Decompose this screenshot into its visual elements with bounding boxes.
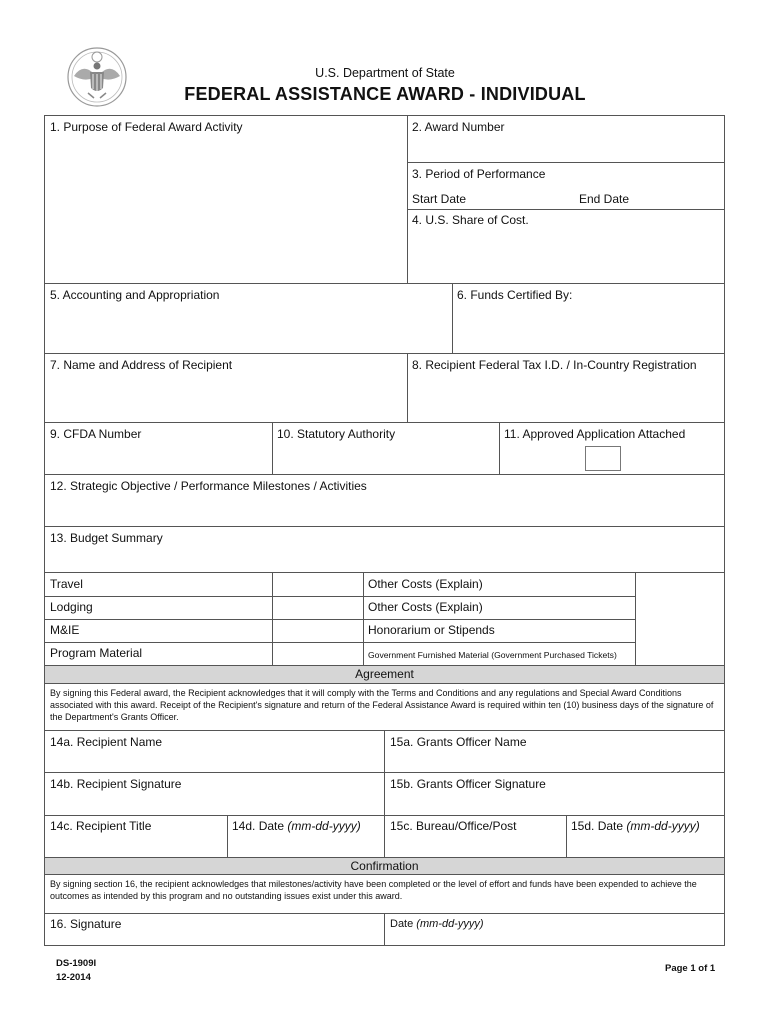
budget-other-costs-1-input[interactable] — [638, 574, 722, 594]
confirmation-text: By signing section 16, the recipient acknowledges that milestones/activity have been completed or the level of effort and funds have been expended to achieve the outcomes as intended by this program and no outstanding issues exist under this award. — [50, 879, 697, 901]
budget-gfm-input[interactable] — [638, 644, 722, 663]
agreement-heading: Agreement — [355, 667, 414, 681]
purpose-label: 1. Purpose of Federal Award Activity — [50, 120, 243, 134]
award-form — [44, 115, 725, 946]
end-date-label: End Date — [579, 192, 630, 206]
approved-application-checkbox[interactable] — [585, 446, 621, 471]
recipient-date-label: 14d. Date (mm-dd-yyyy) — [232, 819, 361, 833]
department-name: U.S. Department of State — [315, 66, 455, 80]
statutory-authority-label: 10. Statutory Authority — [277, 427, 396, 441]
tax-id-label: 8. Recipient Federal Tax I.D. / In-Country Registration — [412, 358, 697, 372]
bureau-office-post-label: 15c. Bureau/Office/Post — [390, 819, 517, 833]
form-title: FEDERAL ASSISTANCE AWARD - INDIVIDUAL — [184, 84, 586, 104]
recipient-name-address-label: 7. Name and Address of Recipient — [50, 358, 233, 372]
form-revision: 12-2014 — [56, 972, 91, 983]
grants-officer-date-label: 15d. Date (mm-dd-yyyy) — [571, 819, 700, 833]
budget-lodging-input[interactable] — [275, 598, 360, 617]
budget-gfm-label: Government Furnished Material (Government Purchased Tickets) — [368, 650, 617, 660]
confirmation-date-label: Date (mm-dd-yyyy) — [390, 918, 484, 930]
confirmation-heading: Confirmation — [350, 859, 419, 873]
budget-travel-input[interactable] — [275, 574, 360, 594]
us-share-of-cost-label: 4. U.S. Share of Cost. — [412, 213, 529, 227]
budget-other-costs-2-input[interactable] — [638, 598, 722, 617]
recipient-title-label: 14c. Recipient Title — [50, 819, 152, 833]
budget-other-costs-2-label: Other Costs (Explain) — [368, 600, 483, 614]
budget-mie-input[interactable] — [275, 621, 360, 640]
budget-mie-label: M&IE — [50, 623, 80, 637]
budget-honorarium-input[interactable] — [638, 621, 722, 640]
accounting-appropriation-label: 5. Accounting and Appropriation — [50, 288, 220, 302]
strategic-objective-label: 12. Strategic Objective / Performance Milestones / Activities — [50, 479, 367, 493]
budget-other-costs-1-label: Other Costs (Explain) — [368, 577, 483, 591]
grants-officer-name-label: 15a. Grants Officer Name — [390, 735, 527, 749]
award-number-label: 2. Award Number — [412, 120, 505, 134]
grants-officer-signature-label: 15b. Grants Officer Signature — [390, 777, 546, 791]
funds-certified-label: 6. Funds Certified By: — [457, 288, 573, 302]
cfda-number-label: 9. CFDA Number — [50, 427, 142, 441]
recipient-signature-label: 14b. Recipient Signature — [50, 777, 182, 791]
page-number: Page 1 of 1 — [665, 963, 716, 974]
recipient-name-label: 14a. Recipient Name — [50, 735, 163, 749]
period-of-performance-label: 3. Period of Performance — [412, 167, 546, 181]
budget-travel-label: Travel — [50, 577, 83, 591]
budget-lodging-label: Lodging — [50, 600, 93, 614]
form-number: DS-1909I — [56, 958, 97, 969]
start-date-label: Start Date — [412, 192, 467, 206]
budget-honorarium-label: Honorarium or Stipends — [368, 623, 495, 637]
agreement-text: By signing this Federal award, the Recipient acknowledges that it will comply with the Terms and Conditions and any regulations and Special Award Conditions associated with this award. Receipt of the Recipient's signature and return of the Federal Assistance Award is required within ten (10) business days of the signature of the Department's Grants Officer. — [50, 688, 714, 722]
approved-application-label: 11. Approved Application Attached — [504, 427, 686, 441]
budget-program-material-label: Program Material — [50, 646, 143, 660]
budget-summary-label: 13. Budget Summary — [50, 531, 163, 545]
budget-program-material-input[interactable] — [275, 644, 360, 663]
signature-16-label: 16. Signature — [50, 917, 122, 931]
